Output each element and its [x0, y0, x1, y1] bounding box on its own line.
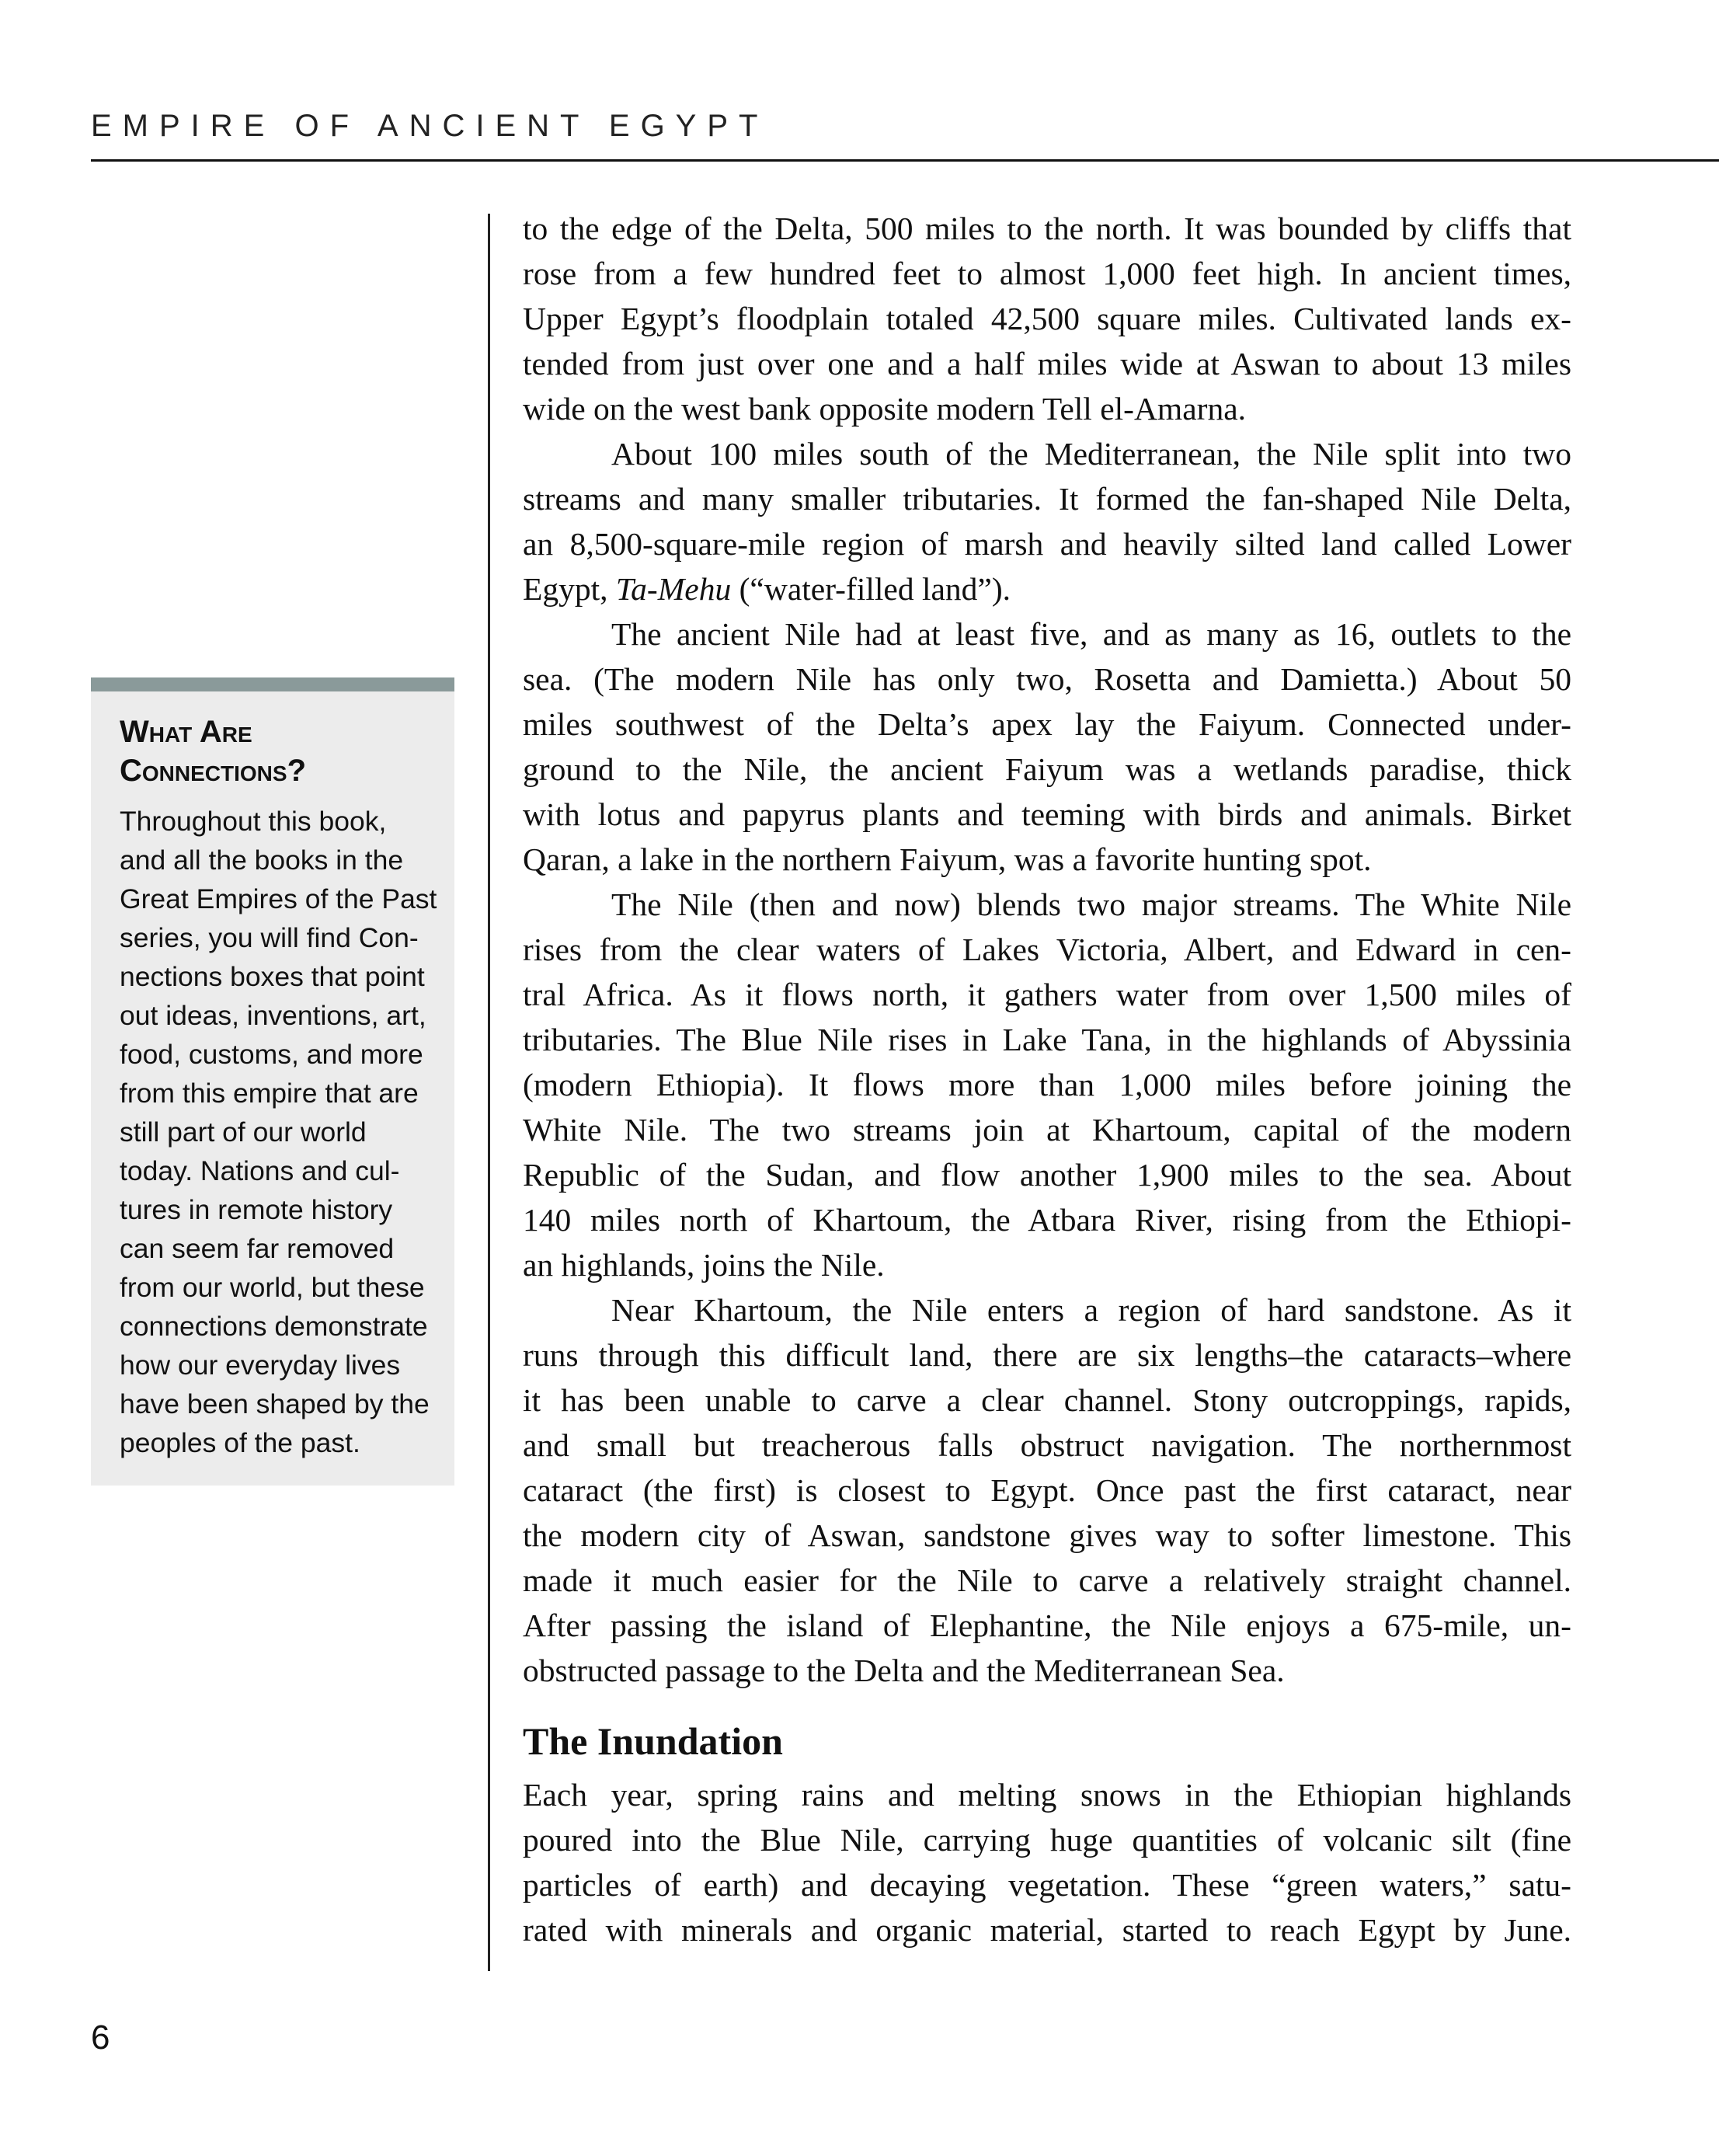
text-line: obstructed passage to the Delta and the Mediterranean Sea. [523, 1653, 1285, 1688]
paragraph [523, 1772, 1571, 1952]
text-line: Each year, spring rains and melting snows in the Ethiopian highlands [523, 1777, 1571, 1813]
text-line: Near Khartoum, the Nile enters a region of hard sandstone. As it [611, 1292, 1571, 1328]
text-line: Upper Egypt’s floodplain totaled 42,500 square miles. Cultivated lands ex- [523, 301, 1571, 336]
column-rule [488, 214, 490, 1971]
text-line: it has been unable to carve a clear channel. Stony outcroppings, rapids, [523, 1382, 1571, 1418]
text-line: tended from just over one and a half miles wide at Aswan to about 13 miles [523, 346, 1571, 381]
sidebar-body [120, 802, 438, 1462]
section-heading: The Inundation [523, 1719, 783, 1763]
sidebar-body-line: series, you will find Con- [120, 922, 419, 953]
sidebar-title [120, 712, 438, 790]
text-line: (modern Ethiopia). It flows more than 1,000 miles before joining the [523, 1067, 1571, 1102]
sidebar-body-line: from our world, but these [120, 1272, 425, 1303]
text-line: The ancient Nile had at least five, and as many as 16, outlets to the [611, 616, 1571, 652]
main-text [523, 206, 1571, 1952]
text-line: wide on the west bank opposite modern Tell el-Amarna. [523, 391, 1246, 427]
text-line: White Nile. The two streams join at Khartoum, capital of the modern [523, 1112, 1571, 1148]
sidebar-body-line: connections demonstrate [120, 1311, 428, 1342]
text-line: runs through this difficult land, there are six lengths–the cataracts–where [523, 1337, 1571, 1373]
text-line: cataract (the first) is closest to Egypt. Once past the first cataract, near [523, 1472, 1571, 1508]
text-line: rose from a few hundred feet to almost 1,000 feet high. In ancient times, [523, 256, 1571, 291]
text-line: rated with minerals and organic material, started to reach Egypt by June. [523, 1912, 1571, 1948]
text-line: tributaries. The Blue Nile rises in Lake Tana, in the highlands of Abyssinia [523, 1022, 1571, 1057]
text-line: an highlands, joins the Nile. [523, 1247, 885, 1283]
header-rule [91, 159, 1719, 162]
text-line: the modern city of Aswan, sandstone gives way to softer limestone. This [523, 1517, 1571, 1553]
paragraph [523, 882, 1571, 1287]
sidebar-body-line: Great Empires of the Past [120, 883, 437, 914]
sidebar-body-line: and all the books in the [120, 845, 404, 876]
text-line: Republic of the Sudan, and flow another 1,900 miles to the sea. About [523, 1157, 1571, 1193]
text-line: made it much easier for the Nile to carve a relatively straight channel. [523, 1562, 1571, 1598]
paragraph [523, 1287, 1571, 1693]
text-line: to the edge of the Delta, 500 miles to the north. It was bounded by cliffs that [523, 211, 1571, 246]
sidebar-body-line: from this empire that are [120, 1078, 419, 1109]
sidebar-body-line: nections boxes that point [120, 961, 425, 992]
text-line: Qaran, a lake in the northern Faiyum, was a favorite hunting spot. [523, 841, 1372, 877]
text-line: tral Africa. As it flows north, it gathers water from over 1,500 miles of [523, 977, 1571, 1012]
sidebar-body-line: Throughout this book, [120, 806, 387, 837]
text-line: miles southwest of the Delta’s apex lay the Faiyum. Connected under- [523, 706, 1571, 742]
paragraph [523, 431, 1571, 566]
connections-sidebar [91, 677, 454, 1486]
italic-term: Ta-Mehu [615, 571, 732, 607]
page-number: 6 [91, 2018, 110, 2057]
sidebar-body-line: tures in remote history [120, 1194, 393, 1225]
text-line: Egypt, Ta-Mehu (“water-filled land”). [523, 571, 1011, 607]
sidebar-body-line: have been shaped by the [120, 1388, 430, 1419]
text-line: ground to the Nile, the ancient Faiyum was a wetlands paradise, thick [523, 751, 1571, 787]
paragraph [523, 611, 1571, 882]
running-head: EMPIRE OF ANCIENT EGYPT [91, 109, 769, 143]
sidebar-body-line: today. Nations and cul- [120, 1155, 400, 1186]
sidebar-body-line: how our everyday lives [120, 1350, 401, 1381]
sidebar-body-line: food, customs, and more [120, 1039, 423, 1070]
sidebar-body-line: still part of our world [120, 1116, 367, 1148]
text-line: poured into the Blue Nile, carrying huge quantities of volcanic silt (fine [523, 1822, 1571, 1858]
sidebar-body-line: out ideas, inventions, art, [120, 1000, 426, 1031]
text-line: and small but treacherous falls obstruct navigation. The northernmost [523, 1427, 1571, 1463]
text-line: particles of earth) and decaying vegetation. These “green waters,” satu- [523, 1867, 1571, 1903]
sidebar-top-bar [91, 677, 454, 691]
sidebar-title-line: Connections? [120, 754, 306, 788]
text-line: an 8,500-square-mile region of marsh and heavily silted land called Lower [523, 526, 1571, 562]
text-line: After passing the island of Elephantine, the Nile enjoys a 675-mile, un- [523, 1607, 1571, 1643]
text-line: sea. (The modern Nile has only two, Rosetta and Damietta.) About 50 [523, 661, 1571, 697]
text-line: with lotus and papyrus plants and teeming with birds and animals. Birket [523, 796, 1571, 832]
sidebar-body-line: can seem far removed [120, 1233, 395, 1264]
text-line: About 100 miles south of the Mediterranean, the Nile split into two [611, 436, 1571, 472]
text-line: 140 miles north of Khartoum, the Atbara River, rising from the Ethiopi- [523, 1202, 1571, 1238]
text-line: The Nile (then and now) blends two major streams. The White Nile [611, 886, 1571, 922]
text-line: rises from the clear waters of Lakes Victoria, Albert, and Edward in cen- [523, 932, 1571, 967]
sidebar-title-line: What Are [120, 715, 252, 749]
text-line: streams and many smaller tributaries. It formed the fan-shaped Nile Delta, [523, 481, 1571, 517]
sidebar-body-line: peoples of the past. [120, 1427, 360, 1458]
paragraph [523, 206, 1571, 431]
